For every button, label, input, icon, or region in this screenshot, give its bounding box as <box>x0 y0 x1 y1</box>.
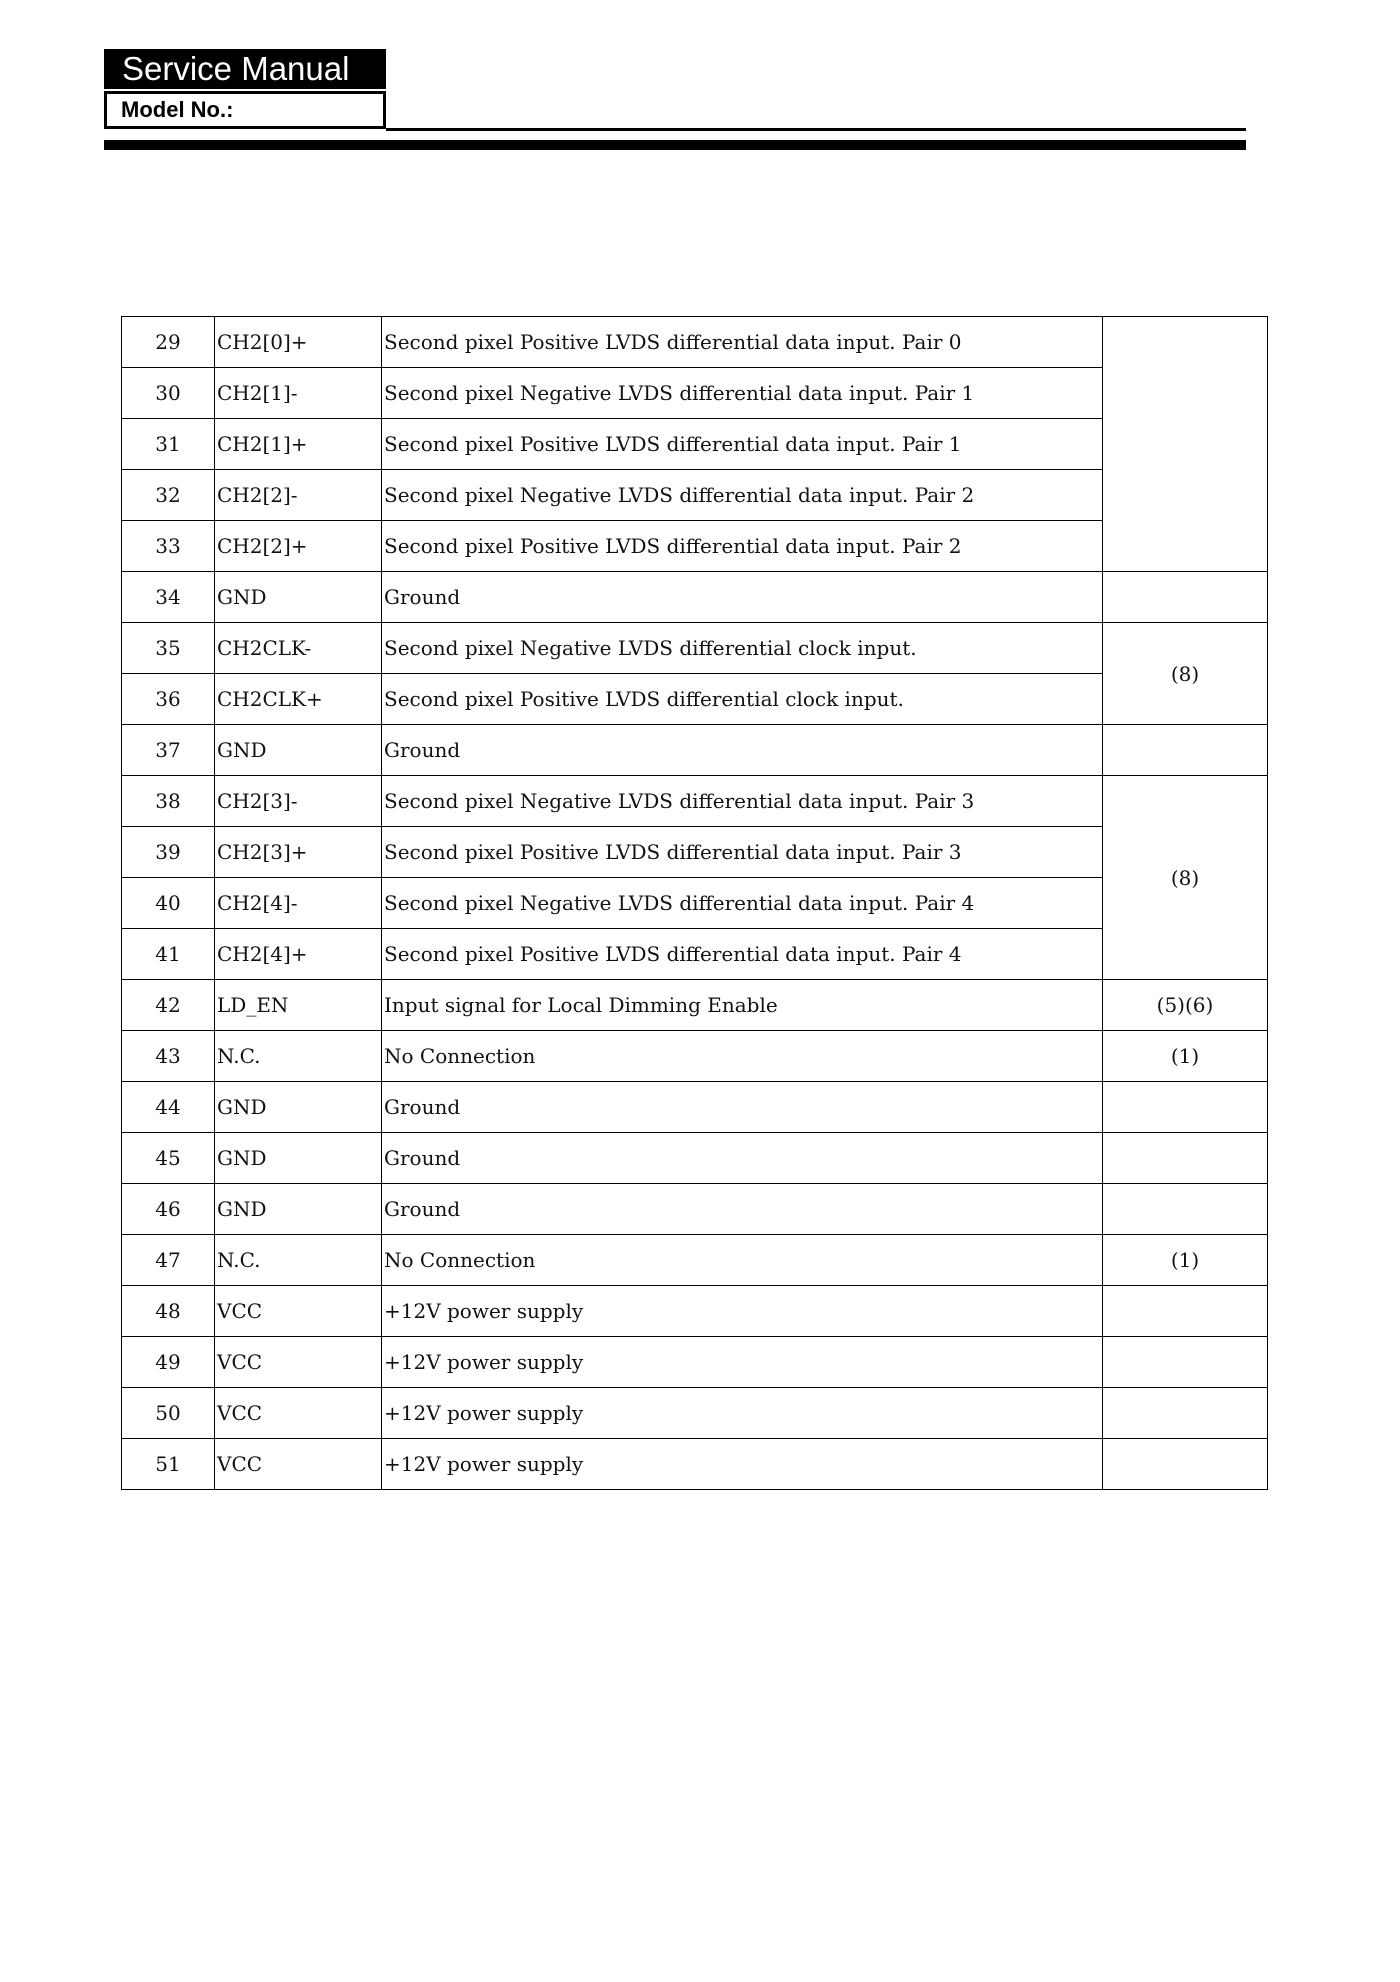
pin-description: Second pixel Negative LVDS differential data input. Pair 4 <box>382 878 1103 929</box>
pin-symbol: GND <box>215 725 382 776</box>
pin-note <box>1103 1133 1268 1184</box>
table-row <box>122 1184 1268 1235</box>
pin-description: +12V power supply <box>382 1286 1103 1337</box>
pin-note <box>1103 1439 1268 1490</box>
header-divider-thick <box>104 140 1246 150</box>
pin-note <box>1103 572 1268 623</box>
pin-number: 32 <box>122 470 215 521</box>
table-row <box>122 1082 1268 1133</box>
pin-note <box>1103 1337 1268 1388</box>
table-row <box>122 929 1268 980</box>
table-row <box>122 623 1268 674</box>
pin-number: 48 <box>122 1286 215 1337</box>
pin-description: Input signal for Local Dimming Enable <box>382 980 1103 1031</box>
pin-assignment-table <box>121 316 1268 1490</box>
pin-number: 49 <box>122 1337 215 1388</box>
pin-number: 47 <box>122 1235 215 1286</box>
pin-symbol: GND <box>215 572 382 623</box>
table-row <box>122 674 1268 725</box>
pin-symbol: CH2[4]- <box>215 878 382 929</box>
pin-description: Second pixel Positive LVDS differential clock input. <box>382 674 1103 725</box>
table-row <box>122 725 1268 776</box>
pin-number: 36 <box>122 674 215 725</box>
pin-description: Second pixel Negative LVDS differential data input. Pair 2 <box>382 470 1103 521</box>
table-row <box>122 1031 1268 1082</box>
pin-note-ld-en: (5)(6) <box>1103 980 1268 1031</box>
table-row <box>122 1286 1268 1337</box>
table-row <box>122 827 1268 878</box>
table-row <box>122 572 1268 623</box>
table-row <box>122 1439 1268 1490</box>
pin-description: Ground <box>382 1133 1103 1184</box>
pin-number: 40 <box>122 878 215 929</box>
table-row <box>122 419 1268 470</box>
pin-symbol: CH2[2]- <box>215 470 382 521</box>
pin-number: 29 <box>122 317 215 368</box>
pin-description: Second pixel Negative LVDS differential clock input. <box>382 623 1103 674</box>
pin-description: Second pixel Negative LVDS differential data input. Pair 3 <box>382 776 1103 827</box>
pin-number: 51 <box>122 1439 215 1490</box>
pin-description: Ground <box>382 572 1103 623</box>
pin-description: Second pixel Positive LVDS differential data input. Pair 1 <box>382 419 1103 470</box>
pin-symbol: GND <box>215 1133 382 1184</box>
pin-description: Second pixel Positive LVDS differential data input. Pair 4 <box>382 929 1103 980</box>
pin-description: No Connection <box>382 1031 1103 1082</box>
pin-symbol: GND <box>215 1184 382 1235</box>
header-divider-thin <box>386 128 1246 131</box>
pin-number: 38 <box>122 776 215 827</box>
pin-symbol: CH2[1]- <box>215 368 382 419</box>
pin-symbol: VCC <box>215 1337 382 1388</box>
pin-symbol: N.C. <box>215 1031 382 1082</box>
pin-symbol: VCC <box>215 1439 382 1490</box>
pin-number: 46 <box>122 1184 215 1235</box>
table-row <box>122 878 1268 929</box>
pin-note-pairs: (8) <box>1103 776 1268 980</box>
pin-description: Second pixel Positive LVDS differential data input. Pair 0 <box>382 317 1103 368</box>
pin-symbol: VCC <box>215 1388 382 1439</box>
manual-title: Service Manual <box>104 49 386 89</box>
pin-symbol: CH2[2]+ <box>215 521 382 572</box>
table-row <box>122 980 1268 1031</box>
table-row <box>122 368 1268 419</box>
pin-symbol: CH2CLK+ <box>215 674 382 725</box>
pin-note-nc: (1) <box>1103 1235 1268 1286</box>
pin-number: 35 <box>122 623 215 674</box>
pin-symbol: CH2[4]+ <box>215 929 382 980</box>
pin-symbol: CH2[1]+ <box>215 419 382 470</box>
pin-number: 43 <box>122 1031 215 1082</box>
pin-symbol: LD_EN <box>215 980 382 1031</box>
pin-number: 42 <box>122 980 215 1031</box>
table-row <box>122 1133 1268 1184</box>
pin-description: +12V power supply <box>382 1337 1103 1388</box>
pin-symbol: CH2[3]+ <box>215 827 382 878</box>
pin-number: 39 <box>122 827 215 878</box>
pin-number: 37 <box>122 725 215 776</box>
pin-number: 50 <box>122 1388 215 1439</box>
pin-number: 41 <box>122 929 215 980</box>
pin-description: No Connection <box>382 1235 1103 1286</box>
table-row <box>122 521 1268 572</box>
pin-symbol: CH2CLK- <box>215 623 382 674</box>
pin-symbol: GND <box>215 1082 382 1133</box>
pin-description: +12V power supply <box>382 1388 1103 1439</box>
pin-symbol: VCC <box>215 1286 382 1337</box>
pin-note-clock: (8) <box>1103 623 1268 725</box>
pin-note <box>1103 1082 1268 1133</box>
pin-note <box>1103 1286 1268 1337</box>
table-row <box>122 470 1268 521</box>
pin-description: Second pixel Negative LVDS differential data input. Pair 1 <box>382 368 1103 419</box>
pin-note <box>1103 725 1268 776</box>
model-number-label: Model No.: <box>104 91 386 129</box>
table-row <box>122 776 1268 827</box>
pin-note-nc: (1) <box>1103 1031 1268 1082</box>
pin-symbol: CH2[0]+ <box>215 317 382 368</box>
table-row <box>122 1337 1268 1388</box>
pin-number: 30 <box>122 368 215 419</box>
pin-symbol: N.C. <box>215 1235 382 1286</box>
pin-note <box>1103 1388 1268 1439</box>
table-row <box>122 1235 1268 1286</box>
table-row <box>122 317 1268 368</box>
pin-description: Ground <box>382 1184 1103 1235</box>
pin-description: Second pixel Positive LVDS differential data input. Pair 2 <box>382 521 1103 572</box>
pin-number: 34 <box>122 572 215 623</box>
pin-number: 45 <box>122 1133 215 1184</box>
pin-symbol: CH2[3]- <box>215 776 382 827</box>
pin-description: Ground <box>382 725 1103 776</box>
pin-number: 31 <box>122 419 215 470</box>
table-row <box>122 1388 1268 1439</box>
pin-number: 44 <box>122 1082 215 1133</box>
pin-description: Second pixel Positive LVDS differential data input. Pair 3 <box>382 827 1103 878</box>
pin-description: Ground <box>382 1082 1103 1133</box>
pin-note <box>1103 317 1268 572</box>
pin-description: +12V power supply <box>382 1439 1103 1490</box>
pin-note <box>1103 1184 1268 1235</box>
pin-number: 33 <box>122 521 215 572</box>
